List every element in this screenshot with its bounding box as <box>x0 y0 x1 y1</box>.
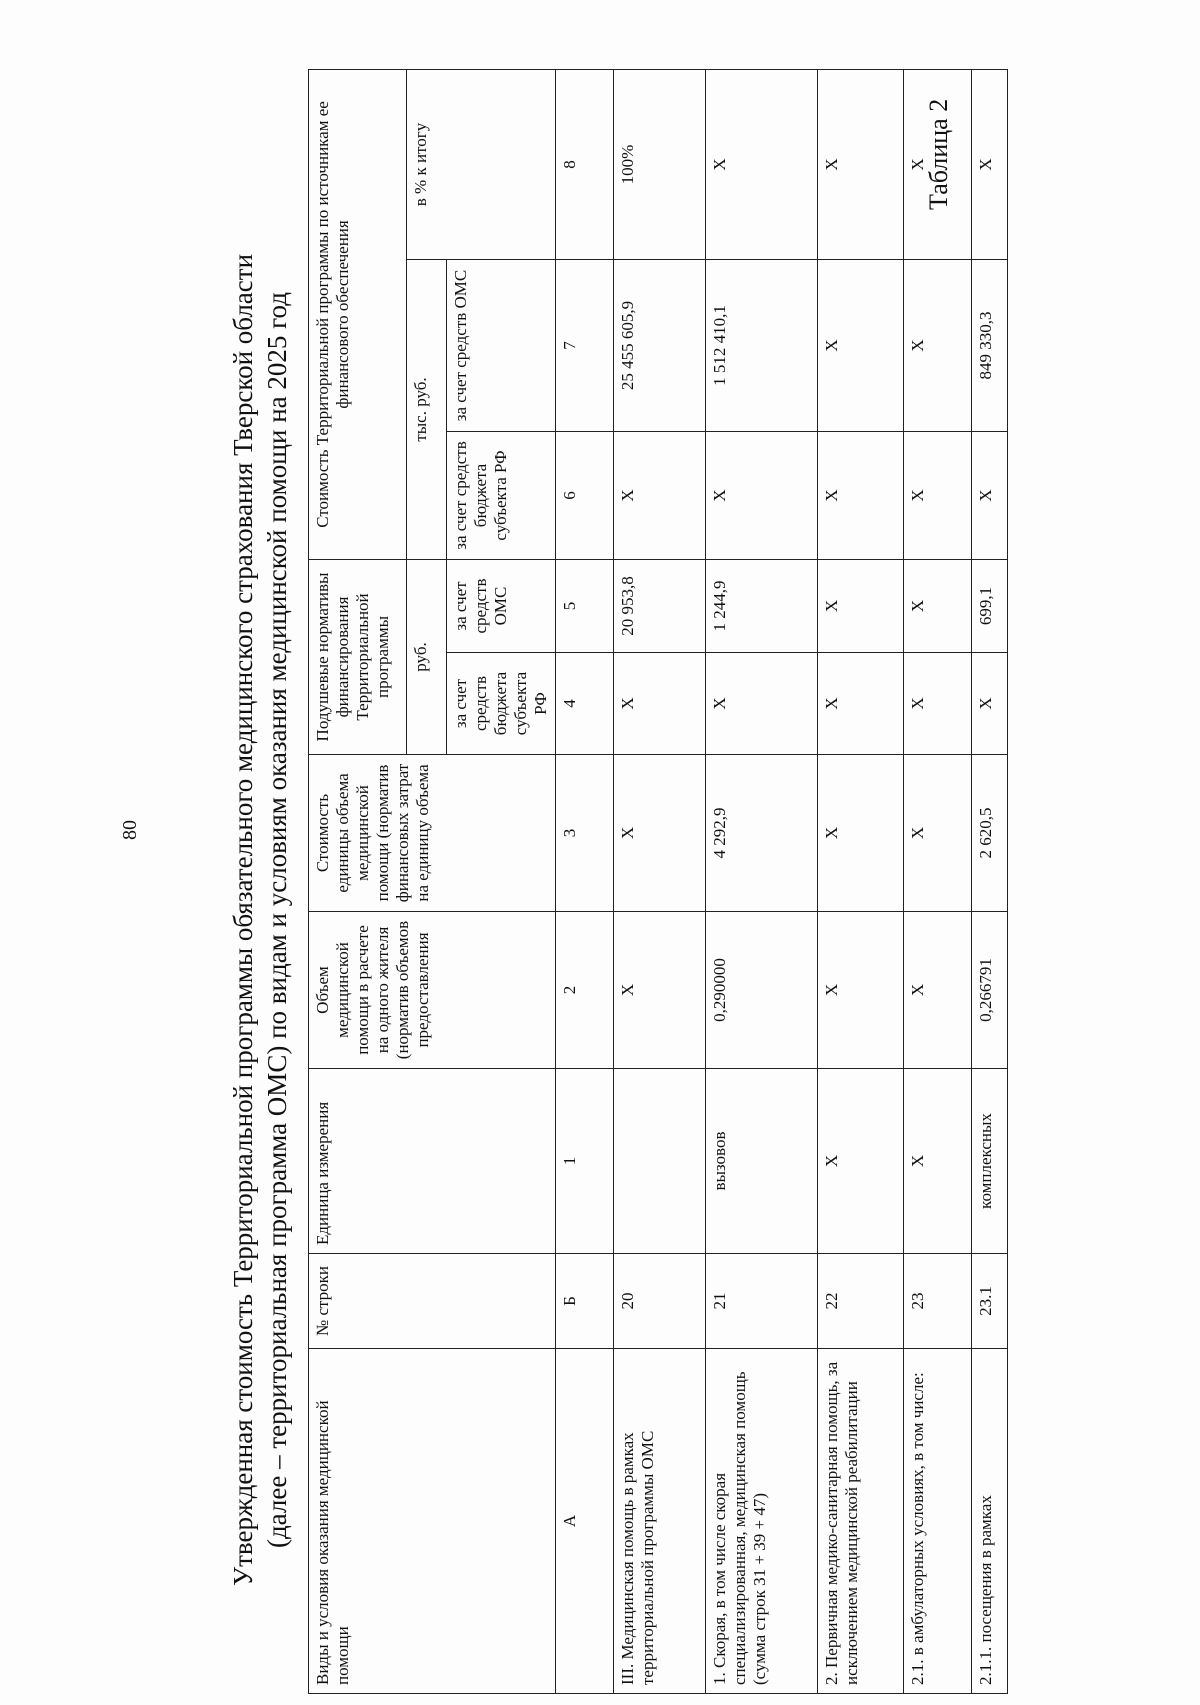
row-percent: Х <box>972 69 1008 259</box>
row-percent: 100% <box>614 69 706 259</box>
row-unit-cost: 4 292,9 <box>706 755 818 912</box>
col-index: 3 <box>556 755 614 912</box>
row-number: 23 <box>904 1254 972 1349</box>
row-unit: комплексных <box>972 1069 1008 1254</box>
row-unit-cost: Х <box>614 755 706 912</box>
col-index: 4 <box>556 653 614 755</box>
row-number: 22 <box>818 1254 904 1349</box>
row-name: 2. Первичная медико-санитарная помощь, за исключением медицинской реабилитации <box>818 1349 904 1694</box>
header-total-budget: за счет средств бюджета субъекта РФ <box>447 431 556 559</box>
row-total-budget: Х <box>904 431 972 559</box>
header-per-capita: Подушевые нормативы финансирования Территориальной программы <box>309 559 407 754</box>
row-unit: Х <box>818 1069 904 1254</box>
col-index: 2 <box>556 912 614 1069</box>
row-percent: Х <box>818 69 904 259</box>
col-index: 5 <box>556 559 614 652</box>
row-total-oms: 1 512 410,1 <box>706 259 818 431</box>
row-unit: вызовов <box>706 1069 818 1254</box>
row-pc-oms: Х <box>904 559 972 652</box>
row-name: 1. Скорая, в том числе скорая специализированная, медицинская помощь (сумма строк 31 + 39 + 47) <box>706 1349 818 1694</box>
header-pc-oms: за счет средств ОМС <box>447 559 556 652</box>
table-row <box>706 69 818 1693</box>
row-volume: Х <box>818 912 904 1069</box>
row-pc-oms: 20 953,8 <box>614 559 706 652</box>
row-total-budget: Х <box>706 431 818 559</box>
column-index-row <box>556 69 614 1693</box>
row-name: 2.1.1. посещения в рамках <box>972 1349 1008 1694</box>
table-row <box>614 69 706 1693</box>
table-row <box>904 69 972 1693</box>
row-pc-budget: Х <box>904 653 972 755</box>
row-pc-budget: Х <box>614 653 706 755</box>
row-percent: Х <box>706 69 818 259</box>
row-volume: 0,266791 <box>972 912 1008 1069</box>
col-index: Б <box>556 1254 614 1349</box>
row-total-oms: 849 330,3 <box>972 259 1008 431</box>
header-row-1 <box>309 69 407 1693</box>
row-number: 20 <box>614 1254 706 1349</box>
header-pc-budget: за счет средств бюджета субъекта РФ <box>447 653 556 755</box>
row-unit-cost: Х <box>818 755 904 912</box>
row-name: III. Медицинская помощь в рамках территориальной программы ОМС <box>614 1349 706 1694</box>
row-unit: Х <box>904 1069 972 1254</box>
row-volume: 0,290000 <box>706 912 818 1069</box>
row-name: 2.1. в амбулаторных условиях, в том числе: <box>904 1349 972 1694</box>
header-kinds: Виды и условия оказания медицинской помощи <box>309 1349 556 1694</box>
row-unit-cost: Х <box>904 755 972 912</box>
row-total-oms: Х <box>904 259 972 431</box>
header-total-oms: за счет средств ОМС <box>447 259 556 431</box>
header-cost-by-source: Стоимость Территориальной программы по источникам ее финансового обеспечения <box>309 69 407 559</box>
table-label: Таблица 2 <box>924 98 953 210</box>
header-unit: Единица измерения <box>309 1069 556 1254</box>
row-pc-budget: Х <box>972 653 1008 755</box>
row-volume: Х <box>904 912 972 1069</box>
header-row-no: № строки <box>309 1254 556 1349</box>
header-thous-rub: тыс. руб. <box>407 259 447 559</box>
row-unit <box>614 1069 706 1254</box>
header-volume: Объем медицинской помощи в расчете на одного жителя (норматив объемов предоставления <box>309 912 556 1069</box>
col-index: А <box>556 1349 614 1694</box>
row-total-budget: Х <box>614 431 706 559</box>
document-title <box>226 245 294 1595</box>
row-volume: Х <box>614 912 706 1069</box>
row-unit-cost: 2 620,5 <box>972 755 1008 912</box>
row-number: 21 <box>706 1254 818 1349</box>
header-percent: в % к итогу <box>407 69 556 259</box>
title-line-1: Утвержденная стоимость Территориальной программы обязательного медицинского страхования Тверской области <box>228 253 258 1587</box>
cost-table <box>308 69 1008 1694</box>
title-line-2: (далее – территориальная программа ОМС) по видам и условиям оказания медицинской помощи на 2025 год <box>262 291 292 1549</box>
table-row <box>818 69 904 1693</box>
col-index: 6 <box>556 431 614 559</box>
row-number: 23.1 <box>972 1254 1008 1349</box>
row-percent: Х <box>904 69 972 259</box>
col-index: 1 <box>556 1069 614 1254</box>
col-index: 8 <box>556 69 614 259</box>
col-index: 7 <box>556 259 614 431</box>
header-rub: руб. <box>407 559 447 754</box>
page-number: 80 <box>119 820 141 840</box>
row-pc-oms: 1 244,9 <box>706 559 818 652</box>
row-pc-oms: Х <box>818 559 904 652</box>
table-row <box>972 69 1008 1693</box>
header-unit-cost: Стоимость единицы объема медицинской помощи (норматив финансовых затрат на единицу объема <box>309 755 556 912</box>
row-pc-budget: Х <box>818 653 904 755</box>
row-total-budget: Х <box>818 431 904 559</box>
row-pc-budget: Х <box>706 653 818 755</box>
row-total-oms: 25 455 605,9 <box>614 259 706 431</box>
row-pc-oms: 699,1 <box>972 559 1008 652</box>
row-total-budget: Х <box>972 431 1008 559</box>
row-total-oms: Х <box>818 259 904 431</box>
